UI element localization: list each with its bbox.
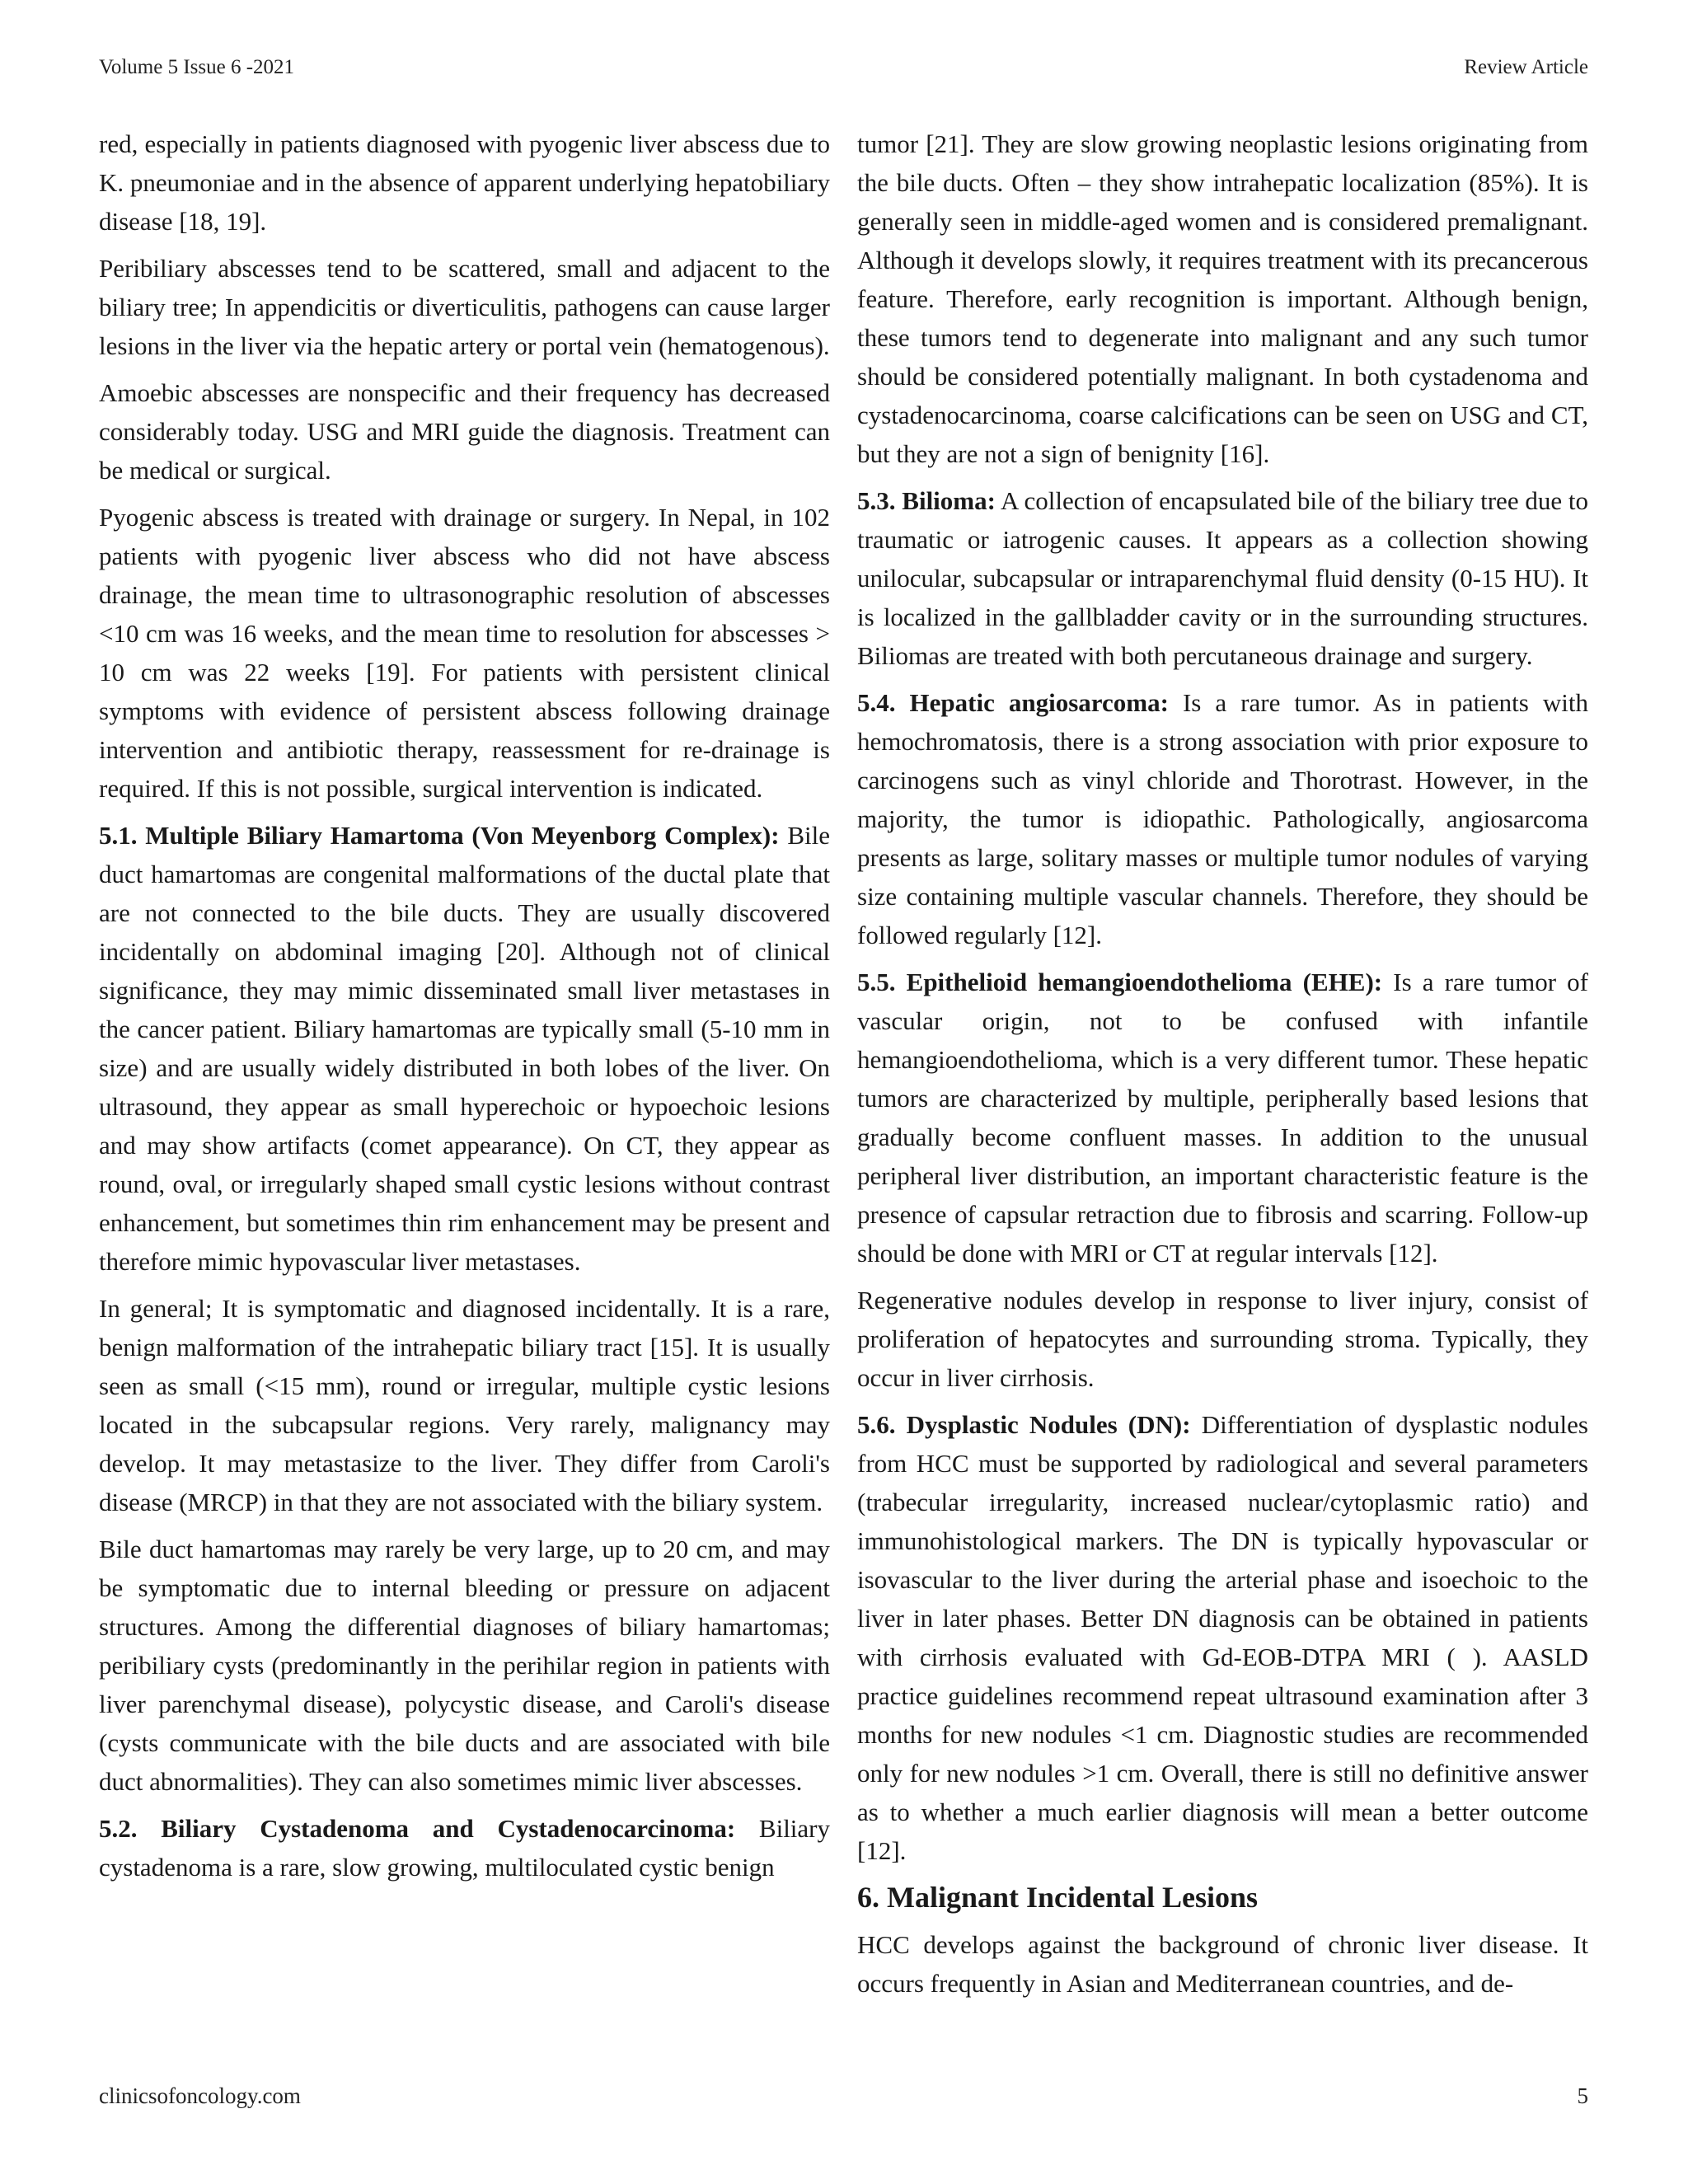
- paragraph: Regenerative nodules develop in response to liver injury, consist of proliferation of hepatocytes and surrounding stroma. Typically, they occur in liver cirrhosis.: [857, 1286, 1588, 1392]
- section-5-1-title: 5.1. Multiple Biliary Hamartoma (Von Meyenborg Complex):: [99, 821, 780, 850]
- running-header-article-type: Review Article: [1464, 56, 1588, 78]
- section-5-6: [857, 1405, 1588, 1870]
- section-5-2-title: 5.2. Biliary Cystadenoma and Cystadenocarcinoma:: [99, 1814, 736, 1843]
- paragraph: Amoebic abscesses are nonspecific and their frequency has decreased considerably today. USG and MRI guide the diagnosis. Treatment can be medical or surgical.: [99, 378, 830, 485]
- paragraph: red, especially in patients diagnosed with pyogenic liver abscess due to K. pneumoniae and in the absence of apparent underlying hepatobiliary disease [18, 19].: [99, 129, 830, 236]
- section-5-5: [857, 963, 1588, 1272]
- running-header-volume: Volume 5 Issue 6 -2021: [99, 56, 295, 78]
- section-5-6-text: Differentiation of dysplastic nodules from HCC must be supported by radiological and several parameters (trabecular irregularity, increased nuclear/cytoplasmic ratio) and immunohistological markers. The DN is typically hypovascular or isovascular to the liver during the arterial phase and isoechoic to the liver in later phases. Better DN diagnosis can be obtained in patients with cirrhosis evaluated with Gd-EOB-DTPA MRI ( ). AASLD practice guidelines recommend repeat ultrasound examination after 3 months for new nodules <1 cm. Diagnostic studies are recommended only for new nodules >1 cm. Overall, there is still no definitive answer as to whether a much earlier diagnosis will mean a better outcome [12].: [857, 1410, 1588, 1865]
- section-5-3-text: A collection of encapsulated bile of the biliary tree due to traumatic or iatrogenic causes. It appears as a collection showing unilocular, subcapsular or intraparenchymal fluid density (0-15 HU). It is localized in the gallbladder cavity or in the surrounding structures. Biliomas are treated with both percutaneous drainage and surgery.: [857, 486, 1588, 670]
- footer-site: clinicsofoncology.com: [99, 2083, 301, 2108]
- section-5-4-text: Is a rare tumor. As in patients with hemochromatosis, there is a strong association with prior exposure to carcinogens such as vinyl chloride and Thorotrast. However, in the majority, the tumor is idiopathic. Pathologically, angiosarcoma presents as large, solitary masses or multiple tumor nodules of varying size containing multiple vascular channels. Therefore, they should be followed regularly [12].: [857, 688, 1588, 949]
- section-5-5-text: Is a rare tumor of vascular origin, not to be confused with infantile hemangioendothelioma, which is a very different tumor. These hepatic tumors are characterized by multiple, peripherally based lesions that gradually become confluent masses. In addition to the unusual peripheral liver distribution, an important characteristic feature is the presence of capsular retraction due to fibrosis and scarring. Follow-up should be done with MRI or CT at regular intervals [12].: [857, 968, 1589, 1268]
- section-5-6-title: 5.6. Dysplastic Nodules (DN):: [857, 1410, 1191, 1439]
- paragraph: Pyogenic abscess is treated with drainage or surgery. In Nepal, in 102 patients with pyogenic liver abscess who did not have abscess drainage, the mean time to ultrasonographic resolution of abscesses <10 cm was 16 weeks, and the mean time to resolution for abscesses > 10 cm was 22 weeks [19]. For patients with persistent clinical symptoms with evidence of persistent abscess following drainage intervention and antibiotic therapy, reassessment for re-drainage is required. If this is not possible, surgical intervention is indicated.: [99, 503, 830, 803]
- section-5-1: [99, 816, 830, 1281]
- section-5-2: [99, 1809, 830, 1886]
- footer-page-number: 5: [1577, 2083, 1588, 2108]
- section-5-4: [857, 683, 1588, 954]
- left-column: [99, 124, 830, 1893]
- paragraph: In general; It is symptomatic and diagnosed incidentally. It is a rare, benign malformation of the intrahepatic biliary tract [15]. It is usually seen as small (<15 mm), round or irregular, multiple cystic lesions located in the subcapsular regions. Very rarely, malignancy may develop. It may metastasize to the liver. They differ from Caroli's disease (MRCP) in that they are not associated with the biliary system.: [99, 1294, 830, 1516]
- section-5-3: [857, 481, 1588, 675]
- section-6-heading: 6. Malignant Incidental Lesions: [857, 1881, 1259, 1914]
- section-5-1-text: Bile duct hamartomas are congenital malformations of the ductal plate that are not connected to the bile ducts. They are usually discovered incidentally on abdominal imaging [20]. Although not of clinical significance, they may mimic disseminated small liver metastases in the cancer patient. Biliary hamartomas are typically small (5-10 mm in size) and are usually widely distributed in both lobes of the liver. On ultrasound, they appear as small hyperechoic or hypoechoic lesions and may show artifacts (comet appearance). On CT, they appear as round, oval, or irregularly shaped small cystic lesions without contrast enhancement, but sometimes thin rim enhancement may be present and therefore mimic hypovascular liver metastases.: [99, 821, 830, 1276]
- section-5-4-title: 5.4. Hepatic angiosarcoma:: [857, 688, 1169, 717]
- paragraph: Peribiliary abscesses tend to be scattered, small and adjacent to the biliary tree; In appendicitis or diverticulitis, pathogens can cause larger lesions in the liver via the hepatic artery or portal vein (hematogenous).: [99, 254, 830, 360]
- section-5-3-title: 5.3. Bilioma:: [857, 486, 996, 515]
- paragraph: Bile duct hamartomas may rarely be very large, up to 20 cm, and may be symptomatic due to internal bleeding or pressure on adjacent structures. Among the differential diagnoses of biliary hamartomas; peribiliary cysts (predominantly in the perihilar region in patients with liver parenchymal disease), polycystic disease, and Caroli's disease (cysts communicate with the bile ducts and are associated with bile duct abnormalities). They can also sometimes mimic liver abscesses.: [99, 1535, 830, 1796]
- paragraph: HCC develops against the background of chronic liver disease. It occurs frequently in Asian and Mediterranean countries, and de-: [857, 1930, 1588, 1998]
- paragraph: tumor [21]. They are slow growing neoplastic lesions originating from the bile ducts. Often – they show intrahepatic localization (85%). It is generally seen in middle-aged women and is considered premalignant. Although it develops slowly, it requires treatment with its precancerous feature. Therefore, early recognition is important. Although benign, these tumors tend to degenerate into malignant and any such tumor should be considered potentially malignant. In both cystadenoma and cystadenocarcinoma, coarse calcifications can be seen on USG and CT, but they are not a sign of benignity [16].: [857, 129, 1588, 468]
- section-5-5-title: 5.5. Epithelioid hemangioendothelioma (EHE):: [857, 968, 1383, 996]
- section-5-2-text: Biliary cystadenoma is a rare, slow growing, multiloculated cystic benign: [99, 1814, 831, 1882]
- right-column: [857, 124, 1588, 2009]
